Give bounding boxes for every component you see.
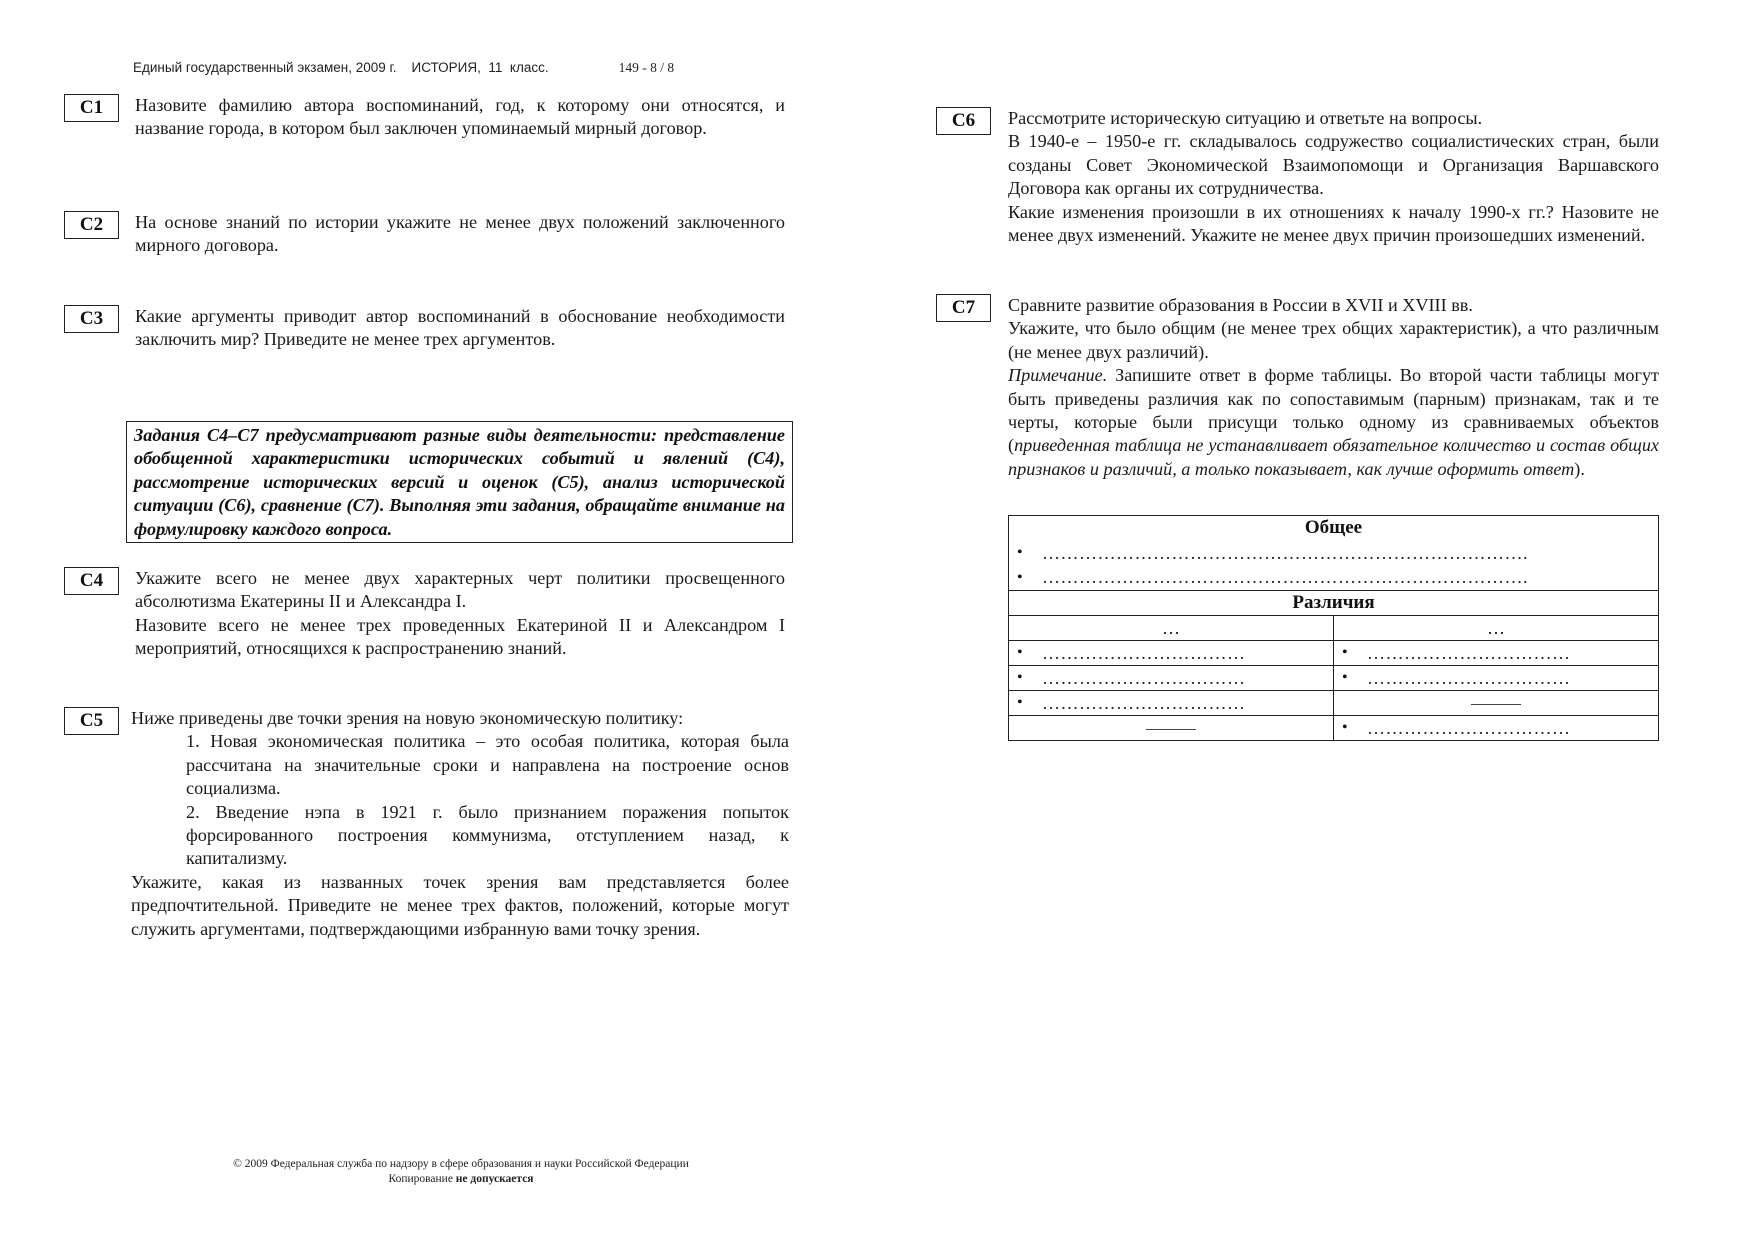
- c6-question: Какие изменения произошли в их отношениях к началу 1990-х гг.? Назовите не менее двух изменений. Укажите не менее двух причин произошедших изменений.: [1008, 201, 1659, 246]
- c4-part2: Назовите всего не менее трех проведенных Екатериной II и Александром I мероприятий, относящихся к распространению знаний.: [135, 614, 785, 659]
- copyright-line: © 2009 Федеральная служба по надзору в сфере образования и науки Российской Федерации: [233, 1158, 689, 1170]
- c5-viewpoint-2: 2. Введение нэпа в 1921 г. было признанием поражения попыток форсированного построения коммунизма, отступлением назад, к капитализму.: [186, 801, 789, 869]
- answer-line: ……………………………: [1042, 692, 1246, 713]
- c7-note: [1008, 364, 1659, 481]
- task-text-c5: [131, 707, 789, 941]
- table-diff-cell-empty: [1334, 691, 1659, 716]
- table-diff-cell: [1009, 641, 1334, 666]
- c3-question: Какие аргументы приводит автор воспоминаний в обоснование необходимости заключить мир? Приведите не менее трех аргументов.: [135, 306, 785, 350]
- task-label-c4: C4: [64, 567, 119, 595]
- c6-intro: Рассмотрите историческую ситуацию и ответьте на вопросы.: [1008, 108, 1483, 128]
- c5-question: Укажите, какая из названных точек зрения вам представляется более предпочтительной. Приведите не менее трех фактов, положений, которые могут служить аргументами, подтверждающими избранную вами точку зрения.: [131, 871, 789, 939]
- answer-line: ……………………………: [1042, 642, 1246, 663]
- dash-line: [1146, 729, 1196, 730]
- instructions-box: Задания С4–С7 предусматривают разные виды деятельности: представление обобщенной характеристики исторических событий и явлений (С4), рассмотрение исторических версий и оценок (С5), анализ исторической ситуации (С6), сравнение (С7). Выполняя эти задания, обращайте внимание на формулировку каждого вопроса.: [126, 421, 793, 543]
- c4-part1: Укажите всего не менее двух характерных черт политики просвещенного абсолютизма Екатерины II и Александра I.: [135, 568, 785, 612]
- bullet: •: [1017, 694, 1023, 711]
- copy-notice-bold: не допускается: [455, 1173, 534, 1185]
- task-label-c5: C5: [64, 707, 119, 735]
- c7-note-italic: приведенная таблица не устанавливает обязательное количество и состав общих признаков и различий, а только показывает, как лучше оформить ответ: [1008, 435, 1659, 479]
- task-text-c6: [1008, 107, 1659, 247]
- bullet: •: [1017, 568, 1023, 586]
- bullet: •: [1017, 644, 1023, 661]
- bullet: •: [1342, 669, 1348, 686]
- answer-line: ……………………………: [1367, 642, 1571, 663]
- c6-situation: В 1940-е – 1950-е гг. складывалось содружество социалистических стран, были созданы Совет Экономической Взаимопомощи и Организация Варшавского Договора как органы их сотрудничества.: [1008, 131, 1659, 199]
- table-common-row-2: [1009, 566, 1659, 591]
- c2-question: На основе знаний по истории укажите не менее двух положений заключенного мирного договора.: [135, 212, 785, 256]
- dash-line: [1471, 704, 1521, 705]
- task-label-c7: C7: [936, 294, 991, 322]
- table-diff-col-left: …: [1009, 616, 1334, 641]
- table-diff-cell: [1334, 666, 1659, 691]
- c5-viewpoint-1: 1. Новая экономическая политика – это особая политика, которая была рассчитана на значительные сроки и направлена на построение основ социализма.: [186, 731, 789, 799]
- page-number: 149 - 8 / 8: [618, 60, 675, 75]
- task-text-c4: [135, 567, 785, 661]
- task-text-c7: [1008, 294, 1659, 481]
- copy-notice: [196, 1172, 726, 1187]
- c7-note-label: Примечание.: [1008, 365, 1108, 386]
- exam-title: Единый государственный экзамен, 2009 г. ИСТОРИЯ, 11 класс.: [133, 60, 549, 75]
- task-text-c2: [135, 211, 785, 258]
- c7-question: Укажите, что было общим (не менее трех общих характеристик), а что различным (не менее двух различий).: [1008, 318, 1659, 362]
- table-diff-cell: [1334, 641, 1659, 666]
- bullet: •: [1342, 719, 1348, 736]
- answer-line: …………………………………………………………………….: [1042, 567, 1528, 588]
- c7-note-text: Запишите ответ в форме таблицы. Во второй части таблицы могут быть приведены различия как по сопоставимым (парным) признакам, так и те черты, которые были присущи только одному из сравниваемых объектов (: [1008, 365, 1659, 456]
- c1-question: Назовите фамилию автора воспоминаний, год, к которому они относятся, и название города, в котором был заключен упоминаемый мирный договор.: [135, 95, 785, 139]
- page-header: [133, 60, 674, 76]
- bullet: •: [1342, 644, 1348, 661]
- table-common-row-1: [1009, 541, 1659, 566]
- task-label-c3: C3: [64, 305, 119, 333]
- task-label-c6: C6: [936, 107, 991, 135]
- c5-intro: Ниже приведены две точки зрения на новую экономическую политику:: [131, 708, 684, 728]
- answer-line: ……………………………: [1042, 667, 1246, 688]
- task-text-c1: [135, 94, 785, 141]
- bullet: •: [1017, 669, 1023, 686]
- task-text-c3: [135, 305, 785, 352]
- table-diff-cell: [1009, 691, 1334, 716]
- c7-intro: Сравните развитие образования в России в XVII и XVIII вв.: [1008, 295, 1473, 315]
- table-diff-header: Различия: [1009, 591, 1659, 616]
- table-diff-col-right: …: [1334, 616, 1659, 641]
- bullet: •: [1017, 544, 1023, 561]
- task-label-c2: C2: [64, 211, 119, 239]
- table-common-header: Общее: [1009, 516, 1659, 541]
- copy-notice-prefix: Копирование: [388, 1173, 456, 1185]
- table-diff-cell: [1334, 716, 1659, 741]
- c7-note-end: ).: [1574, 458, 1585, 479]
- comparison-table: [1008, 515, 1659, 741]
- table-diff-cell: [1009, 666, 1334, 691]
- answer-line: ……………………………: [1367, 717, 1571, 738]
- table-diff-cell-empty: [1009, 716, 1334, 741]
- task-label-c1: C1: [64, 94, 119, 122]
- answer-line: …………………………………………………………………….: [1042, 542, 1528, 563]
- page-footer: [196, 1157, 726, 1187]
- answer-line: ……………………………: [1367, 667, 1571, 688]
